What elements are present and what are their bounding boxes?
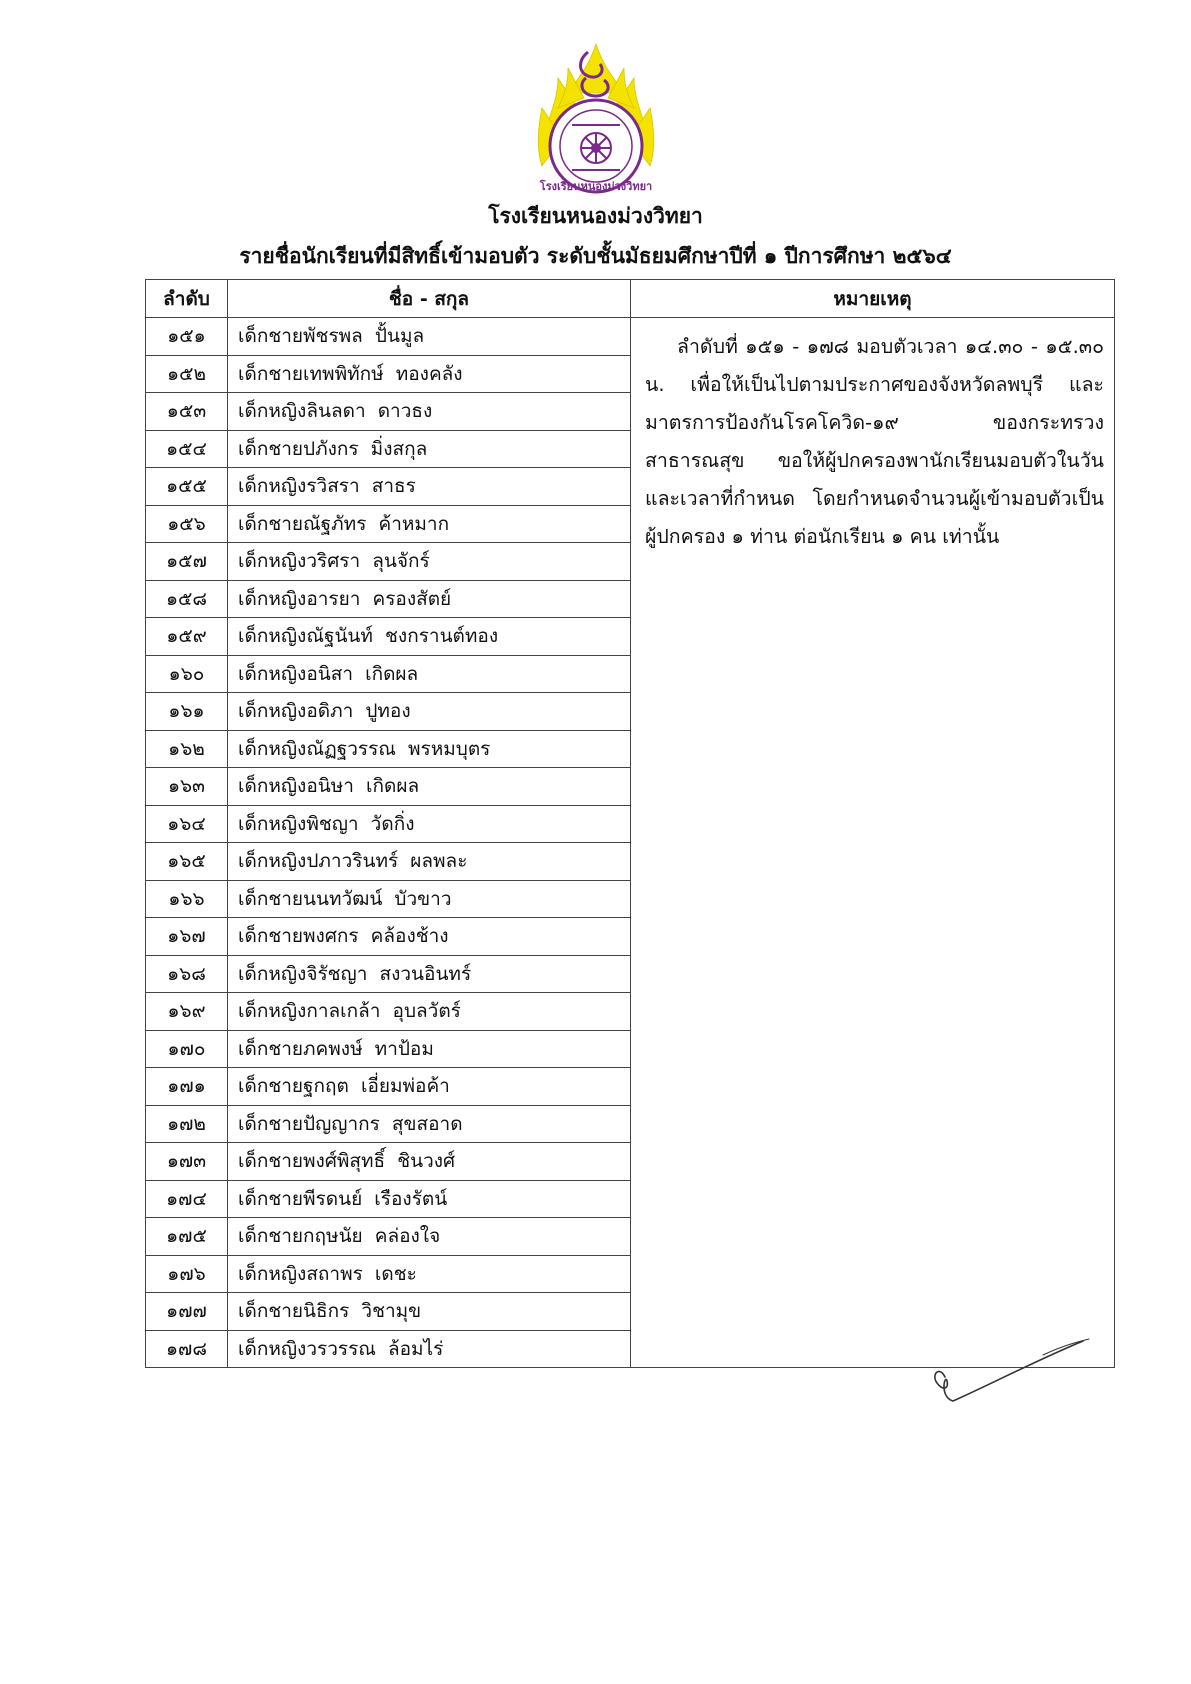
row-number: ๑๕๕ xyxy=(146,468,228,506)
row-number: ๑๖๘ xyxy=(146,955,228,993)
school-name: โรงเรียนหนองม่วงวิทยา xyxy=(488,204,703,228)
row-number: ๑๖๐ xyxy=(146,655,228,693)
row-number: ๑๗๖ xyxy=(146,1255,228,1293)
row-number: ๑๗๕ xyxy=(146,1218,228,1256)
row-number: ๑๗๒ xyxy=(146,1105,228,1143)
student-name: เด็กชายปัญญากร สุขสอาด xyxy=(228,1105,631,1143)
student-name: เด็กชายเทพพิทักษ์ ทองคลัง xyxy=(228,355,631,393)
row-number: ๑๖๗ xyxy=(146,918,228,956)
row-number: ๑๕๑ xyxy=(146,318,228,356)
row-number: ๑๖๑ xyxy=(146,693,228,731)
table-header-row xyxy=(146,280,1115,318)
school-logo xyxy=(528,38,664,198)
column-header-number: ลำดับ xyxy=(146,280,228,318)
student-name: เด็กชายพัชรพล ปั้นมูล xyxy=(228,318,631,356)
row-number: ๑๕๔ xyxy=(146,430,228,468)
row-number: ๑๖๙ xyxy=(146,993,228,1031)
logo-text: โรงเรียนหนองม่วงวิทยา xyxy=(539,180,653,193)
student-name: เด็กชายนนทวัฒน์ บัวขาว xyxy=(228,880,631,918)
student-name: เด็กหญิงรวิสรา สาธร xyxy=(228,468,631,506)
row-number: ๑๗๑ xyxy=(146,1068,228,1106)
student-name: เด็กหญิงปภาวรินทร์ ผลพละ xyxy=(228,843,631,881)
student-name: เด็กหญิงวริศรา ลุนจักร์ xyxy=(228,543,631,581)
student-name: เด็กหญิงวรวรรณ ล้อมไร่ xyxy=(228,1330,631,1368)
student-name: เด็กชายพีรดนย์ เรืองรัตน์ xyxy=(228,1180,631,1218)
student-name: เด็กชายนิธิกร วิชามุข xyxy=(228,1293,631,1331)
student-name: เด็กหญิงพิชญา วัดกิ่ง xyxy=(228,805,631,843)
student-name: เด็กหญิงอดิภา ปูทอง xyxy=(228,693,631,731)
student-name: เด็กชายภคพงษ์ ทาป้อม xyxy=(228,1030,631,1068)
student-name: เด็กหญิงอนิสา เกิดผล xyxy=(228,655,631,693)
student-name: เด็กหญิงจิรัชญา สงวนอินทร์ xyxy=(228,955,631,993)
row-number: ๑๖๕ xyxy=(146,843,228,881)
student-roster-table xyxy=(145,279,1115,1368)
student-name: เด็กหญิงลินลดา ดาวธง xyxy=(228,393,631,431)
table-body xyxy=(146,318,1115,1368)
row-number: ๑๗๔ xyxy=(146,1180,228,1218)
row-number: ๑๗๗ xyxy=(146,1293,228,1331)
signature-icon xyxy=(925,1335,1095,1420)
student-name: เด็กหญิงกาลเกล้า อุบลวัตร์ xyxy=(228,993,631,1031)
column-header-remark: หมายเหตุ xyxy=(631,280,1115,318)
document-title: รายชื่อนักเรียนที่มีสิทธิ์เข้ามอบตัว ระดับชั้นมัธยมศึกษาปีที่ ๑ ปีการศึกษา ๒๕๖๔ xyxy=(239,244,952,268)
student-name: เด็กชายกฤษนัย คล่องใจ xyxy=(228,1218,631,1256)
row-number: ๑๕๓ xyxy=(146,393,228,431)
student-name: เด็กชายปภังกร มิ่งสกุล xyxy=(228,430,631,468)
table-row xyxy=(146,318,1115,356)
student-name: เด็กชายฐกฤต เอี่ยมพ่อค้า xyxy=(228,1068,631,1106)
student-name: เด็กชายพงศ์พิสุทธิ์ ชินวงศ์ xyxy=(228,1143,631,1181)
student-name: เด็กชายณัฐภัทร ค้าหมาก xyxy=(228,505,631,543)
row-number: ๑๗๘ xyxy=(146,1330,228,1368)
row-number: ๑๕๙ xyxy=(146,618,228,656)
column-header-name: ชื่อ - สกุล xyxy=(228,280,631,318)
row-number: ๑๕๗ xyxy=(146,543,228,581)
row-number: ๑๕๖ xyxy=(146,505,228,543)
student-name: เด็กหญิงอารยา ครองสัตย์ xyxy=(228,580,631,618)
row-number: ๑๖๖ xyxy=(146,880,228,918)
row-number: ๑๕๒ xyxy=(146,355,228,393)
row-number: ๑๖๔ xyxy=(146,805,228,843)
row-number: ๑๗๓ xyxy=(146,1143,228,1181)
student-name: เด็กหญิงสถาพร เดชะ xyxy=(228,1255,631,1293)
row-number: ๑๖๒ xyxy=(146,730,228,768)
student-name: เด็กชายพงศกร คล้องช้าง xyxy=(228,918,631,956)
row-number: ๑๖๓ xyxy=(146,768,228,806)
row-number: ๑๗๐ xyxy=(146,1030,228,1068)
student-name: เด็กหญิงณัฏฐวรรณ พรหมบุตร xyxy=(228,730,631,768)
row-number: ๑๕๘ xyxy=(146,580,228,618)
student-name: เด็กหญิงณัฐนันท์ ชงกรานต์ทอง xyxy=(228,618,631,656)
student-name: เด็กหญิงอนิษา เกิดผล xyxy=(228,768,631,806)
remark-cell: ลำดับที่ ๑๕๑ - ๑๗๘ มอบตัวเวลา ๑๔.๓๐ - ๑๕.๓๐ น. เพื่อให้เป็นไปตามประกาศของจังหวัดลพบุรี และมาตรการป้องกันโรคโควิด-๑๙ ของกระทรวงสาธารณสุข ขอให้ผู้ปกครองพานักเรียนมอบตัวในวันและเวลาที่กำหนด โดยกำหนดจำนวนผู้เข้ามอบตัวเป็นผู้ปกครอง ๑ ท่าน ต่อนักเรียน ๑ คน เท่านั้น xyxy=(631,318,1115,1368)
